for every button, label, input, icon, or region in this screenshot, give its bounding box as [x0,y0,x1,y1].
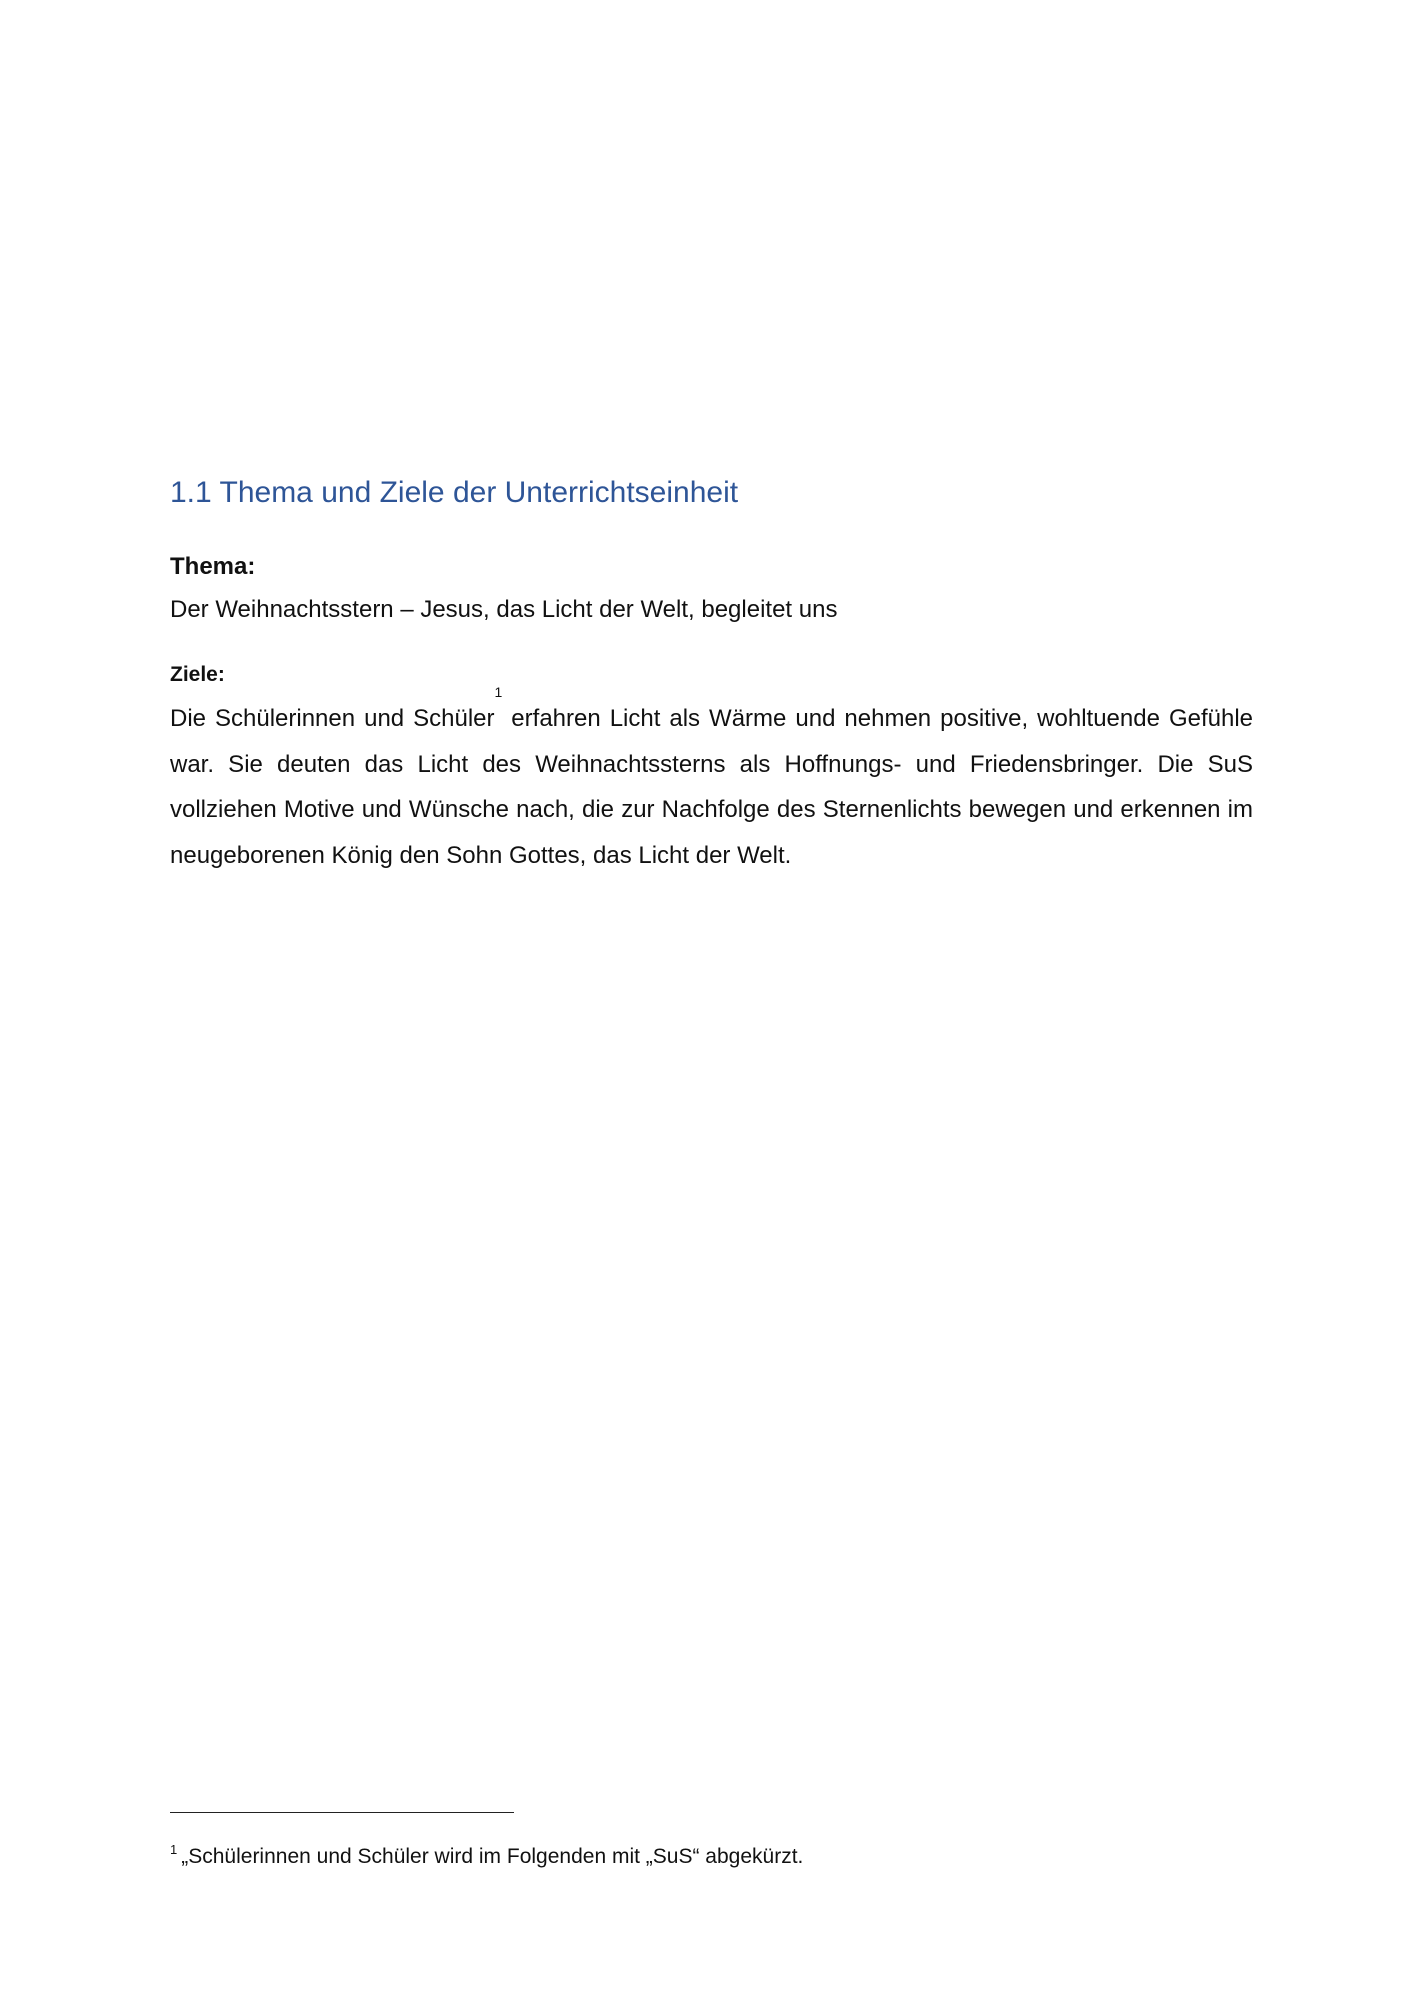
footnote-number: 1 [170,1842,178,1857]
ziele-paragraph [170,684,1254,878]
footnote-text: „Schülerinnen und Schüler wird im Folgenden mit „SuS“ abgekürzt. [181,1845,804,1868]
ziele-text-rest: erfahren Licht als Wärme und nehmen positive, wohltuende Gefühle war. Sie deuten das Licht des Weihnachtssterns als Hoffnungs- und Friedensbringer. Die SuS vollziehen Motive und Wünsche nach, die zur Nachfolge des Sternenlichts bewegen und erkennen im neugeborenen König den Sohn Gottes, das Licht der Welt. [170,705,1254,869]
thema-label: Thema: [170,553,256,580]
footnote [170,1843,803,1873]
footnote-separator [170,1812,514,1813]
ziele-label: Ziele: [170,663,225,686]
ziele-text-start: Die Schülerinnen und Schüler [170,705,495,732]
section-heading: 1.1 Thema und Ziele der Unterrichtseinheit [170,476,739,509]
thema-text: Der Weihnachtsstern – Jesus, das Licht der Welt, begleitet uns [170,596,838,623]
footnote-reference[interactable]: 1 [494,684,503,700]
